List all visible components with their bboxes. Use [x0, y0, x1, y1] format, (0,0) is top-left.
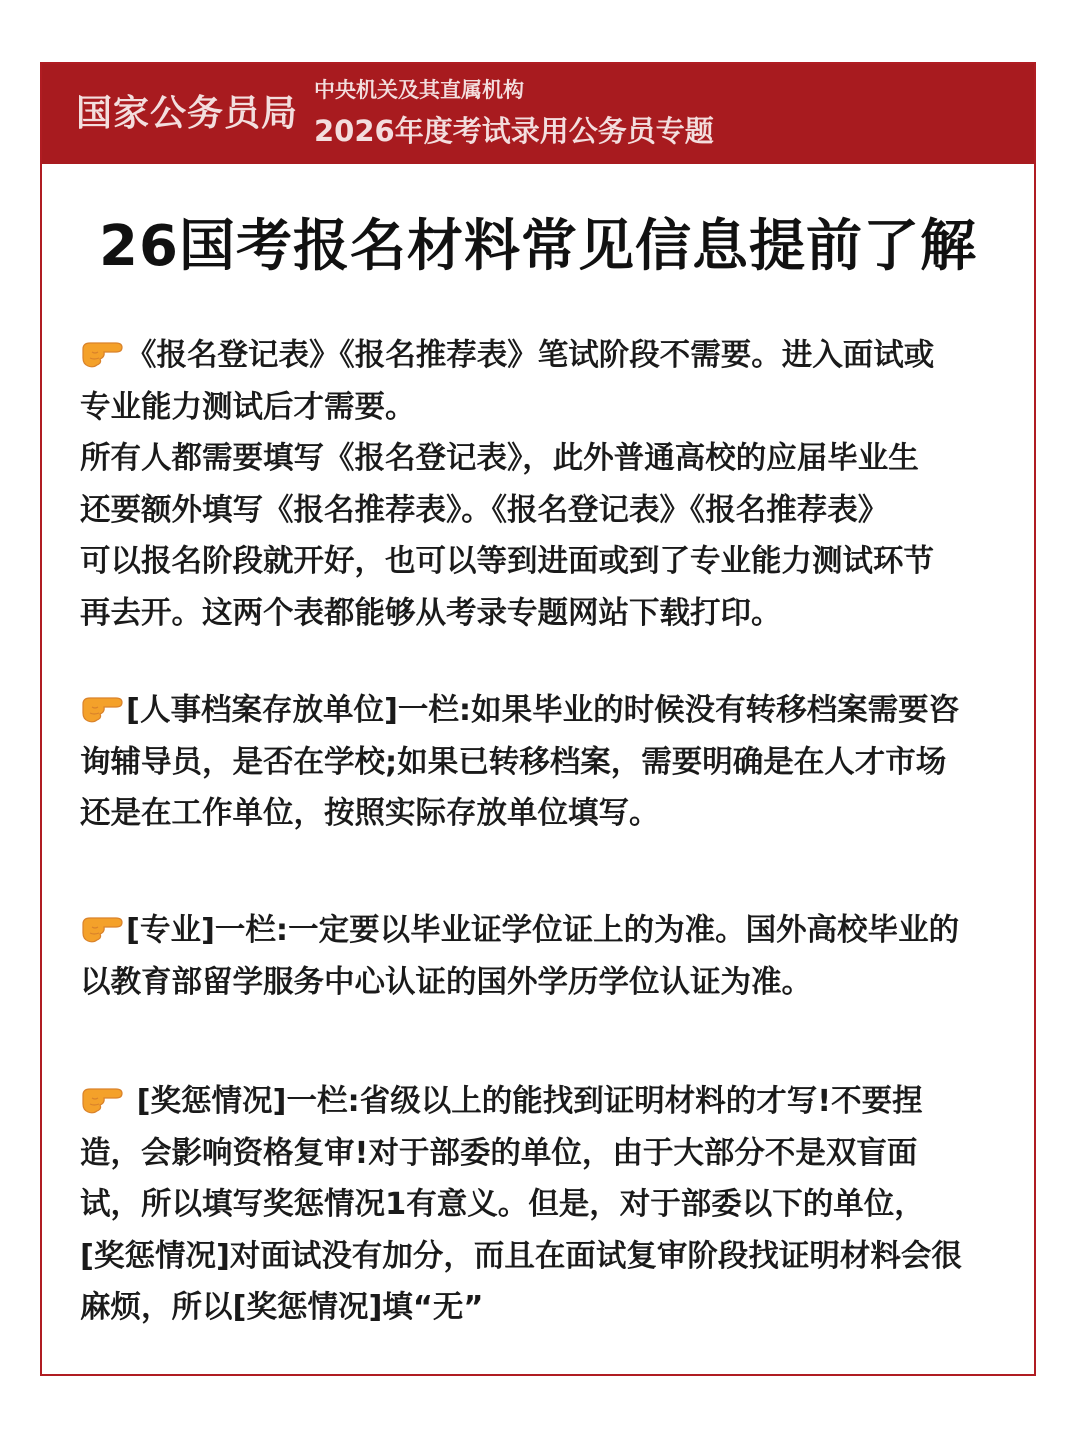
section-line	[80, 330, 1004, 382]
section-line: [奖惩情况]对面试没有加分，而且在面试复审阶段找证明材料会很	[80, 1238, 962, 1274]
section-line: 再去开。这两个表都能够从考录专题网站下载打印。	[80, 595, 782, 631]
banner-subtitle-bottom: 2026年度考试录用公务员专题	[314, 114, 714, 148]
section-line	[80, 685, 1004, 737]
section-line: 试，所以填写奖惩情况1有意义。但是，对于部委以下的单位，	[80, 1187, 925, 1222]
section-line: 可以报名阶段就开好，也可以等到进面或到了专业能力测试环节	[80, 544, 934, 579]
section-line: 专业能力测试后才需要。	[80, 389, 416, 425]
section-line	[80, 1076, 1004, 1128]
backhand-index-pointing-right-icon	[80, 1081, 124, 1117]
backhand-index-pointing-right-icon	[80, 690, 124, 726]
section-line: 所有人都需要填写《报名登记表》，此外普通高校的应届毕业生	[80, 441, 919, 476]
section-major	[80, 905, 1004, 1008]
section-text: [人事档案存放单位]一栏:如果毕业的时候没有转移档案需要咨	[126, 693, 960, 728]
backhand-index-pointing-right-icon	[80, 335, 124, 371]
page-title: 26国考报名材料常见信息提前了解	[99, 214, 977, 279]
section-personnel-file	[80, 685, 1004, 840]
section-line: 还要额外填写《报名推荐表》。《报名登记表》《报名推荐表》	[80, 492, 889, 528]
header-banner	[42, 64, 1034, 164]
info-card	[40, 62, 1036, 1376]
section-text: [奖惩情况]一栏:省级以上的能找到证明材料的才写!不要捏	[126, 1084, 923, 1119]
section-line: 造，会影响资格复审!对于部委的单位，由于大部分不是双盲面	[80, 1135, 918, 1171]
section-line: 询辅导员，是否在学校;如果已转移档案，需要明确是在人才市场	[80, 744, 947, 780]
section-line: 麻烦，所以[奖惩情况]填“无”	[80, 1290, 484, 1325]
section-text: [专业]一栏:一定要以毕业证学位证上的为准。国外高校毕业的	[126, 913, 960, 948]
backhand-index-pointing-right-icon	[80, 910, 124, 946]
section-line	[80, 905, 1004, 957]
bureau-name: 国家公务员局	[76, 93, 299, 134]
section-line: 以教育部留学服务中心认证的国外学历学位认证为准。	[80, 964, 812, 1000]
section-text: 《报名登记表》《报名推荐表》笔试阶段不需要。进入面试或	[126, 338, 935, 373]
banner-subtitle-top: 中央机关及其直属机构	[314, 78, 524, 102]
section-rewards-punishments	[80, 1076, 1004, 1334]
section-line: 还是在工作单位，按照实际存放单位填写。	[80, 796, 660, 831]
section-registration-forms	[80, 330, 1004, 639]
